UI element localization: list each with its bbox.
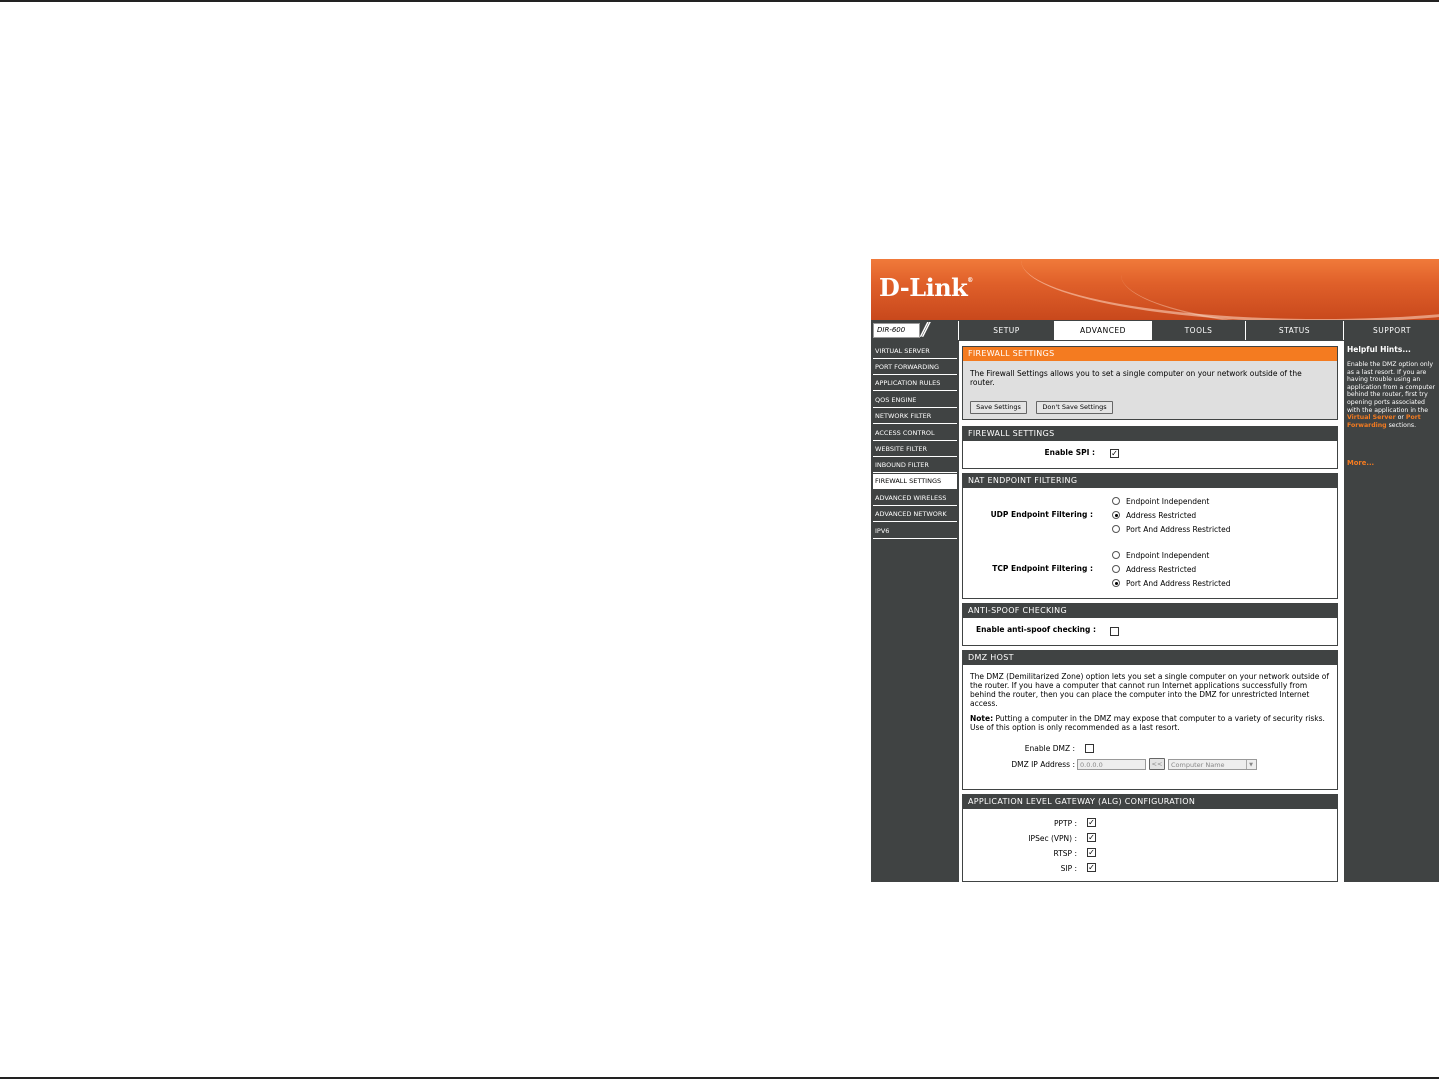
firewall-section xyxy=(962,426,1338,469)
tab-tools[interactable]: TOOLS xyxy=(1151,321,1245,340)
tcp-endpoint-independent-radio[interactable] xyxy=(1112,551,1120,559)
model-name: DIR-600 xyxy=(873,323,920,338)
enable-dmz-label: Enable DMZ : xyxy=(1024,744,1075,753)
sidebar-item-inbound-filter[interactable]: INBOUND FILTER xyxy=(873,458,957,473)
tcp-port-address-restricted-radio[interactable] xyxy=(1112,579,1120,587)
antispoof-section xyxy=(962,603,1338,646)
dont-save-settings-button[interactable]: Don't Save Settings xyxy=(1036,401,1113,414)
left-sidebar xyxy=(871,341,959,882)
model-badge xyxy=(871,321,957,340)
enable-dmz-checkbox[interactable] xyxy=(1085,744,1094,753)
dmz-title: DMZ HOST xyxy=(963,651,1337,665)
nat-section xyxy=(962,473,1338,599)
sidebar-item-website-filter[interactable]: WEBSITE FILTER xyxy=(873,442,957,457)
spi-checkbox[interactable]: ✓ xyxy=(1111,449,1118,458)
tab-setup[interactable]: SETUP xyxy=(958,321,1054,340)
sip-label: SIP : xyxy=(1060,864,1077,873)
model-slash-decoration: // xyxy=(921,319,926,340)
page-top-rule xyxy=(0,0,1439,2)
antispoof-label: Enable anti-spoof checking : xyxy=(975,625,1096,634)
antispoof-title: ANTI-SPOOF CHECKING xyxy=(963,604,1337,618)
sidebar-item-application-rules[interactable]: APPLICATION RULES xyxy=(873,376,957,391)
alg-section xyxy=(962,794,1338,882)
rtsp-label: RTSP : xyxy=(1053,849,1077,858)
udp-option-label: Endpoint Independent xyxy=(1126,497,1210,506)
dlink-logo: D-Link® xyxy=(879,273,973,302)
tab-status[interactable]: STATUS xyxy=(1245,321,1343,340)
udp-address-restricted-radio[interactable] xyxy=(1112,511,1120,519)
pptp-label: PPTP : xyxy=(1053,819,1077,828)
tcp-option-label: Port And Address Restricted xyxy=(1126,579,1231,588)
page-bottom-rule xyxy=(0,1077,1439,1079)
main-content xyxy=(959,341,1342,882)
udp-port-address-restricted-radio[interactable] xyxy=(1112,525,1120,533)
copy-computer-button[interactable]: << xyxy=(1149,758,1165,770)
antispoof-checkbox[interactable] xyxy=(1110,627,1119,636)
dmz-section xyxy=(962,650,1338,790)
udp-endpoint-independent-radio[interactable] xyxy=(1112,497,1120,505)
hints-body: Enable the DMZ option only as a last resort. If you are having trouble using an application from a computer behind the router, first try opening ports associated with the application in the Virtual Server or Port Forwarding sections. xyxy=(1347,361,1436,429)
ipsec-label: IPSec (VPN) : xyxy=(1028,834,1077,843)
tcp-option-label: Endpoint Independent xyxy=(1126,551,1210,560)
tcp-address-restricted-radio[interactable] xyxy=(1112,565,1120,573)
hints-title: Helpful Hints... xyxy=(1347,345,1411,354)
sidebar-item-virtual-server[interactable]: VIRTUAL SERVER xyxy=(873,344,957,359)
udp-option-label: Address Restricted xyxy=(1126,511,1197,520)
intro-title: FIREWALL SETTINGS xyxy=(963,347,1337,361)
dmz-note: Note: Putting a computer in the DMZ may expose that computer to a variety of security risks. Use of this option is only recommended as a last resort. xyxy=(970,714,1325,732)
router-screenshot xyxy=(871,259,1439,882)
sidebar-item-advanced-network[interactable]: ADVANCED NETWORK xyxy=(873,507,957,522)
sidebar-item-port-forwarding[interactable]: PORT FORWARDING xyxy=(873,360,957,375)
helpful-hints-panel xyxy=(1344,341,1439,882)
sidebar-item-qos-engine[interactable]: QOS ENGINE xyxy=(873,393,957,408)
virtual-server-link[interactable]: Virtual Server xyxy=(1347,414,1396,422)
ipsec-checkbox[interactable]: ✓ xyxy=(1088,833,1095,842)
top-nav xyxy=(871,320,1439,341)
intro-section xyxy=(962,346,1338,420)
header-banner xyxy=(871,259,1439,320)
udp-filter-label: UDP Endpoint Filtering : xyxy=(990,510,1093,519)
sidebar-item-advanced-wireless[interactable]: ADVANCED WIRELESS xyxy=(873,491,957,506)
tcp-option-label: Address Restricted xyxy=(1126,565,1197,574)
intro-text: The Firewall Settings allows you to set a single computer on your network outside of the router. xyxy=(970,369,1302,387)
rtsp-checkbox[interactable]: ✓ xyxy=(1088,848,1095,857)
more-link[interactable]: More... xyxy=(1347,459,1375,467)
firewall-title: FIREWALL SETTINGS xyxy=(963,427,1337,441)
chevron-down-icon: ▼ xyxy=(1246,760,1255,769)
alg-title: APPLICATION LEVEL GATEWAY (ALG) CONFIGURATION xyxy=(963,795,1337,809)
dmz-ip-input[interactable]: 0.0.0.0 xyxy=(1077,759,1146,770)
sidebar-item-access-control[interactable]: ACCESS CONTROL xyxy=(873,426,957,441)
dmz-ip-label: DMZ IP Address : xyxy=(1011,760,1075,769)
port-forwarding-link[interactable]: Port Forwarding xyxy=(1347,414,1421,429)
udp-option-label: Port And Address Restricted xyxy=(1126,525,1231,534)
pptp-checkbox[interactable]: ✓ xyxy=(1088,818,1095,827)
tab-support[interactable]: SUPPORT xyxy=(1343,321,1439,340)
save-settings-button[interactable]: Save Settings xyxy=(970,401,1027,414)
dmz-description: The DMZ (Demilitarized Zone) option lets you set a single computer on your network outside of the router. If you have a computer that cannot run Internet applications successfully from behind the router, then you can place the computer into the DMZ for unrestricted Internet access. xyxy=(970,672,1330,708)
tab-advanced[interactable]: ADVANCED xyxy=(1054,321,1151,340)
computer-name-select[interactable] xyxy=(1168,759,1257,770)
computer-name-placeholder: Computer Name xyxy=(1171,761,1225,769)
sip-checkbox[interactable]: ✓ xyxy=(1088,863,1095,872)
tcp-filter-label: TCP Endpoint Filtering : xyxy=(992,564,1093,573)
sidebar-item-network-filter[interactable]: NETWORK FILTER xyxy=(873,409,957,424)
sidebar-item-firewall-settings[interactable]: FIREWALL SETTINGS xyxy=(873,474,957,489)
spi-label: Enable SPI : xyxy=(1044,448,1095,457)
nat-title: NAT ENDPOINT FILTERING xyxy=(963,474,1337,488)
sidebar-item-ipv6[interactable]: IPV6 xyxy=(873,524,957,539)
